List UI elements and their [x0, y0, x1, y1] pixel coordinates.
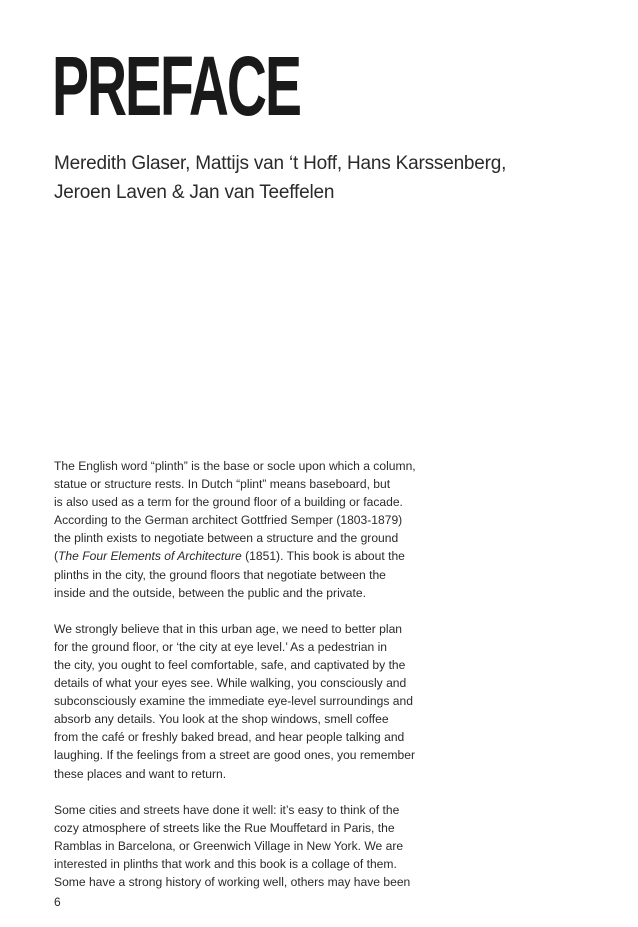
text-line: The English word “plinth” is the base or socle upon which a column, [54, 459, 416, 473]
author-list [54, 149, 614, 207]
page-number: 6 [54, 895, 61, 909]
text-line: details of what your eyes see. While walking, you consciously and [54, 676, 407, 691]
text-line: Some cities and streets have done it well: it’s easy to think of the [54, 802, 400, 817]
text-line: for the ground floor, or ‘the city at eye level.’ As a pedestrian in [54, 639, 387, 654]
text-line: subconsciously examine the immediate eye-level surroundings and [54, 694, 413, 709]
text-line: plinths in the city, the ground floors that negotiate between the [54, 567, 386, 582]
text-fragment: ( [54, 549, 59, 564]
text-fragment: (1851). This book is about the [241, 549, 405, 564]
text-line: cozy atmosphere of streets like the Rue Mouffetard in Paris, the [54, 820, 395, 835]
book-title: The Four Elements of Architecture [58, 549, 242, 564]
body-paragraph [54, 620, 474, 783]
text-line [54, 547, 474, 565]
author-line: Meredith Glaser, Mattijs van ‘t Hoff, Hans Karssenberg, [54, 153, 507, 174]
body-text [54, 457, 474, 909]
text-line: Some have a strong history of working well, others may have been [54, 874, 411, 889]
text-line: Ramblas in Barcelona, or Greenwich Village in New York. We are [54, 838, 404, 853]
text-line: the city, you ought to feel comfortable, safe, and captivated by the [54, 657, 406, 672]
body-paragraph [54, 457, 474, 602]
text-line: inside and the outside, between the public and the private. [54, 585, 366, 600]
text-line: the plinth exists to negotiate between a structure and the ground [54, 531, 399, 546]
text-line: statue or structure rests. In Dutch “plint” means baseboard, but [54, 477, 391, 492]
page-title: PREFACE [52, 39, 300, 133]
text-line: absorb any details. You look at the shop windows, smell coffee [54, 712, 389, 727]
body-paragraph [54, 801, 474, 891]
text-line: these places and want to return. [54, 766, 227, 781]
text-line: from the café or freshly baked bread, and hear people talking and [54, 730, 405, 745]
text-line: According to the German architect Gottfried Semper (1803-1879) [54, 513, 403, 528]
author-line: Jeroen Laven & Jan van Teeffelen [54, 182, 335, 203]
text-line: laughing. If the feelings from a street are good ones, you remember [54, 748, 415, 763]
text-line: interested in plinths that work and this book is a collage of them. [54, 856, 397, 871]
text-line: We strongly believe that in this urban age, we need to better plan [54, 621, 403, 636]
text-line: is also used as a term for the ground floor of a building or facade. [54, 495, 403, 510]
